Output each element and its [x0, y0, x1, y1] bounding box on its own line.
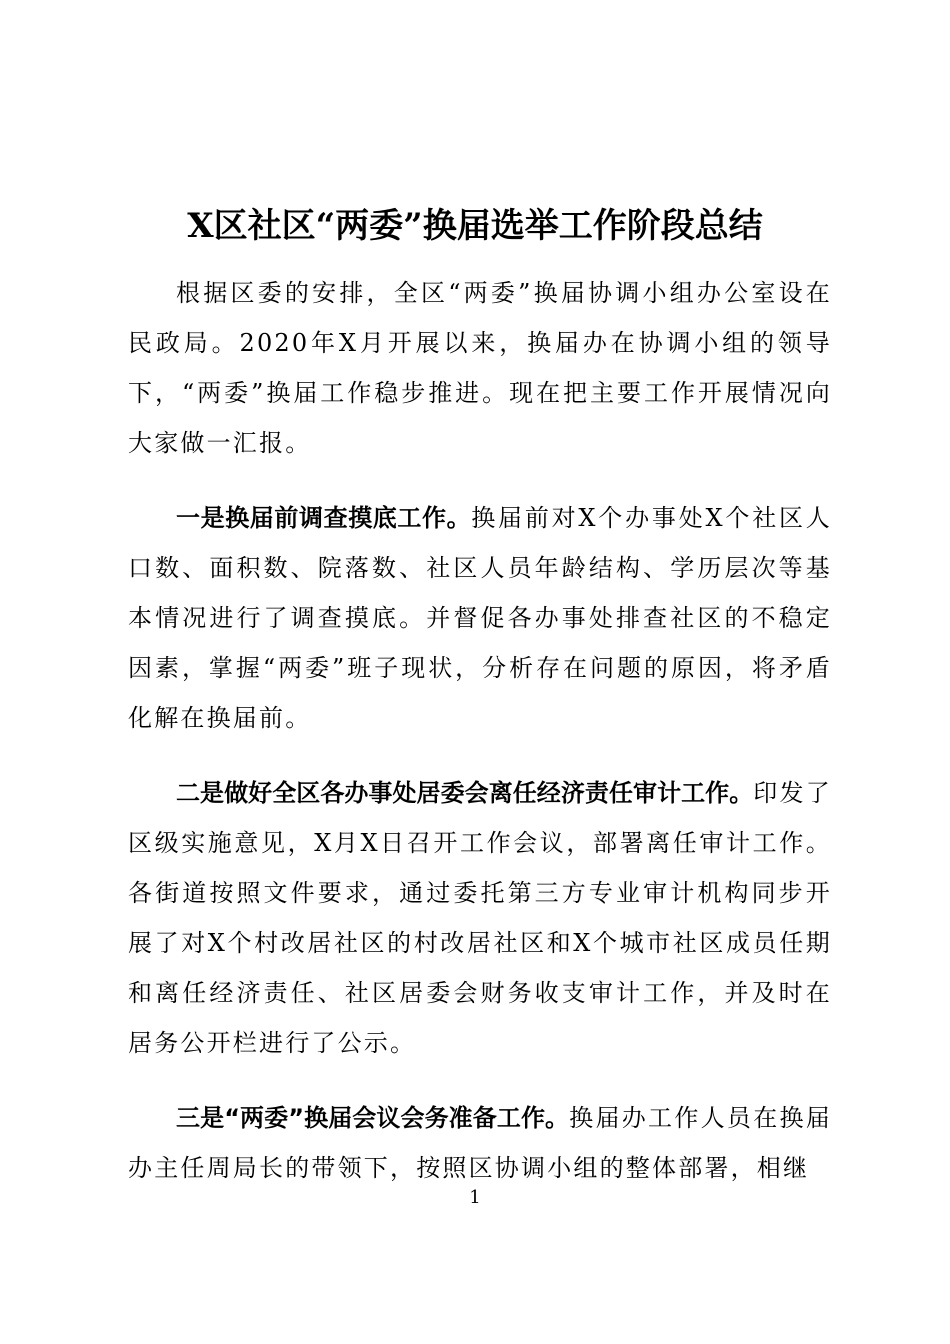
paragraph-audit: [128, 768, 832, 1068]
paragraph-text: 换届前对X个办事处X个社区人口数、面积数、院落数、社区人员年龄结构、学历层次等基本情况进行了调查摸底。并督促各办事处排查社区的不稳定因素，掌握“两委”班子现状，分析存在问题的原因，将矛盾化解在换届前。: [128, 504, 832, 732]
paragraph-text: 换届办工作人员在换届办主任周局长的带领下，按照区协调小组的整体部署，相继: [128, 1104, 833, 1182]
page-number: 1: [469, 1187, 481, 1208]
paragraph-survey: [128, 493, 832, 743]
document-body: [128, 268, 832, 1218]
paragraph-text: 印发了区级实施意见，X月X日召开工作会议，部署离任审计工作。各街道按照文件要求，通过委托第三方专业审计机构同步开展了对X个村改居社区的村改居社区和X个城市社区成员任期和离任经济责任、社区居委会财务收支审计工作，并及时在居务公开栏进行了公示。: [128, 779, 833, 1057]
paragraph-lead: 三是“两委”换届会议会务准备工作。: [176, 1104, 570, 1132]
paragraph-lead: 二是做好全区各办事处居委会离任经济责任审计工作。: [176, 779, 754, 807]
paragraph-intro: [128, 268, 832, 468]
paragraph-text: 根据区委的安排，全区“两委”换届协调小组办公室设在民政局。2020年X月开展以来，换届办在协调小组的领导下，“两委”换届工作稳步推进。现在把主要工作开展情况向大家做一汇报。: [128, 279, 832, 457]
document-title: X区社区“两委”换届选举工作阶段总结: [187, 206, 763, 246]
paragraph-meeting-prep: [128, 1093, 832, 1193]
paragraph-lead: 一是换届前调查摸底工作。: [176, 504, 472, 532]
